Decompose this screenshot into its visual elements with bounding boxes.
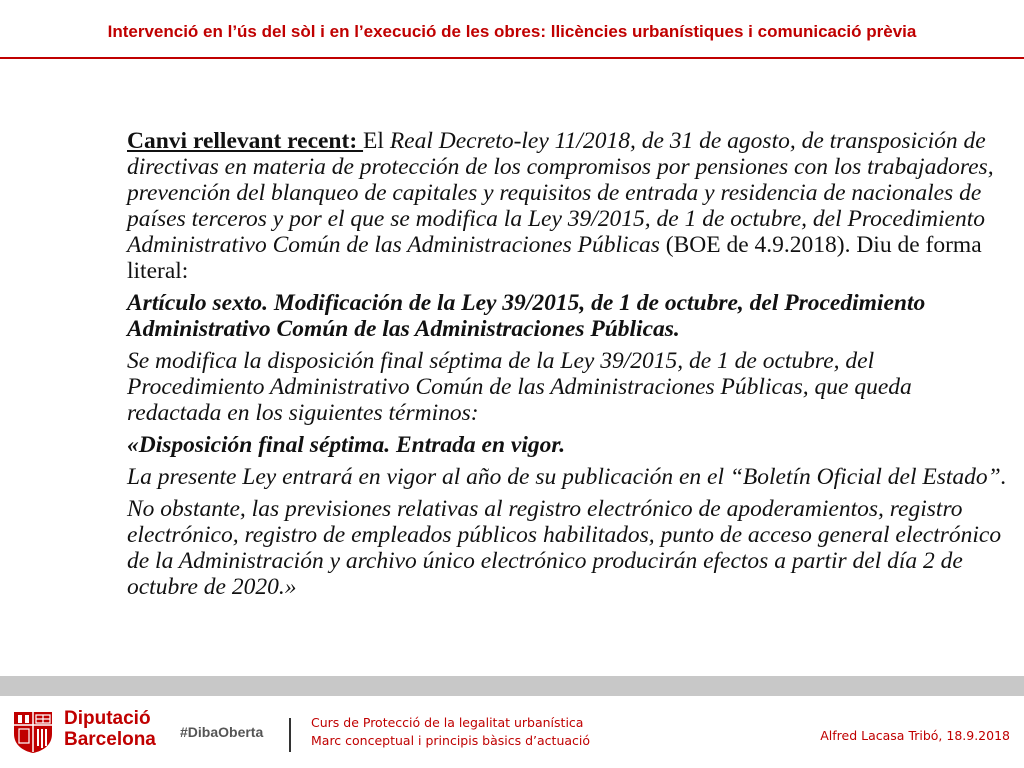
intro-tail: (BOE de 4.9.2018). Diu de forma literal: [127, 232, 982, 284]
paragraph-change-intro [127, 128, 1007, 284]
author-date: Alfred Lacasa Tribó, 18.9.2018 [820, 728, 1010, 743]
header-divider [0, 57, 1024, 59]
logo-wordmark [64, 708, 156, 750]
logo-line-1: Diputació [64, 708, 151, 729]
lead-label: Canvi rellevant recent: [127, 128, 364, 154]
provision-heading: «Disposición final séptima. Entrada en vigor. [127, 432, 566, 458]
page-title: Intervenció en l’ús del sòl i en l’execució de les obres: llicències urbanístiques i comunicació prèvia [107, 22, 917, 41]
footer-divider [289, 718, 291, 752]
decree-title: Real Decreto-ley 11/2018, de 31 de agosto, de transposición de directivas en materia de protección de los compromisos por pensiones con los trabajadores, prevención del blanqueo de capitales y requisitos de entrada y residencia de nacionales de países terceros y por el que se modifica la Ley 39/2015, de 1 de octubre, del Procedimiento Administrativo Común de las Administraciones Públicas [127, 128, 994, 258]
course-subtitle: Marc conceptual i principis bàsics d’actuació [311, 733, 591, 748]
diputacio-barcelona-shield-icon [10, 708, 56, 754]
intro-text: El [363, 128, 390, 154]
footer [0, 696, 1024, 768]
article-heading: Artículo sexto. Modificación de la Ley 39/2015, de 1 de octubre, del Procedimiento Administrativo Común de las Administraciones Públicas. [127, 290, 926, 342]
logo-line-2: Barcelona [64, 729, 156, 750]
paragraph-modification: Se modifica la disposición final séptima de la Ley 39/2015, de 1 de octubre, del Procedimiento Administrativo Común de las Administraciones Públicas, que queda redactada en los siguientes términos: [127, 348, 912, 426]
slide-body [127, 128, 1007, 606]
hashtag: #DibaOberta [180, 724, 264, 740]
footer-band [0, 676, 1024, 696]
course-info [311, 714, 590, 750]
paragraph-entry-into-force: La presente Ley entrará en vigor al año de su publicación en el “Boletín Oficial del Estado”. [127, 464, 1007, 490]
paragraph-exceptions: No obstante, las previsiones relativas al registro electrónico de apoderamientos, registro electrónico, registro de empleados públicos habilitados, punto de acceso general electrónico de la Administración y archivo único electrónico producirán efectos a partir del día 2 de octubre de 2020.» [127, 496, 1002, 600]
course-title: Curs de Protecció de la legalitat urbanística [311, 715, 584, 730]
